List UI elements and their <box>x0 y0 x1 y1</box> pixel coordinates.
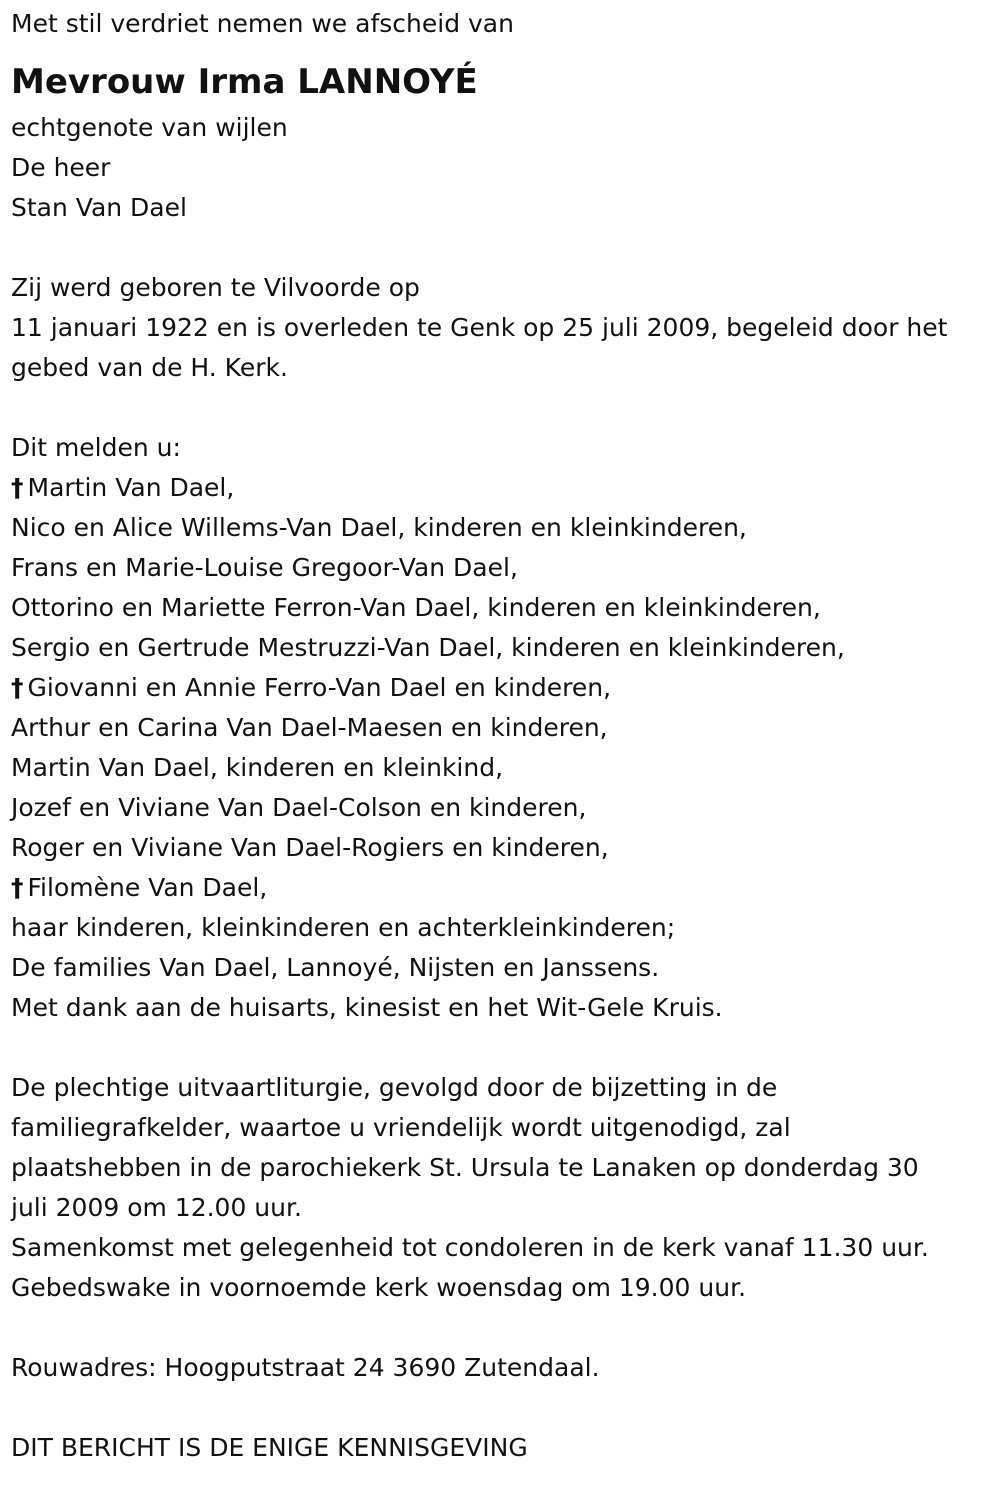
intro-text: Met stil verdriet nemen we afscheid van <box>11 9 514 38</box>
funeral-line: plaatshebben in de parochiekerk St. Ursula te Lanaken op donderdag 30 <box>11 1153 919 1182</box>
announcer-text: Sergio en Gertrude Mestruzzi-Van Dael, kinderen en kleinkinderen, <box>11 633 845 662</box>
announcer-text: Frans en Marie-Louise Gregoor-Van Dael, <box>11 553 518 582</box>
announcer-text: Martin Van Dael, <box>27 473 235 502</box>
birth-death-block <box>11 268 991 388</box>
announcer-line <box>11 628 991 668</box>
announcer-text: Martin Van Dael, kinderen en kleinkind, <box>11 753 504 782</box>
announcer-line <box>11 828 991 868</box>
cross-icon: † <box>11 473 24 502</box>
announcer-text: Ottorino en Mariette Ferron-Van Dael, kinderen en kleinkinderen, <box>11 593 821 622</box>
birth-death-line: Zij werd geboren te Vilvoorde op <box>11 273 420 302</box>
announcer-line <box>11 788 991 828</box>
announcer-text: De families Van Dael, Lannoyé, Nijsten en Janssens. <box>11 953 660 982</box>
announcer-text: Jozef en Viviane Van Dael-Colson en kinderen, <box>11 793 587 822</box>
announcer-line <box>11 548 991 588</box>
announcer-text: Filomène Van Dael, <box>27 873 268 902</box>
announcer-line <box>11 708 991 748</box>
spouse-block <box>11 108 991 228</box>
birth-death-line: 11 januari 1922 en is overleden te Genk op 25 juli 2009, begeleid door het <box>11 313 948 342</box>
announcer-text: haar kinderen, kleinkinderen en achterkleinkinderen; <box>11 913 676 942</box>
mourning-address: Rouwadres: Hoogputstraat 24 3690 Zutendaal. <box>11 1353 600 1382</box>
obituary-notice <box>11 4 991 1468</box>
announcer-line <box>11 668 991 708</box>
announcer-text: Arthur en Carina Van Dael-Maesen en kinderen, <box>11 713 608 742</box>
announcer-line <box>11 868 991 908</box>
announcer-line <box>11 468 991 508</box>
notice-text: DIT BERICHT IS DE ENIGE KENNISGEVING <box>11 1433 528 1462</box>
announcer-line <box>11 908 991 948</box>
funeral-line: De plechtige uitvaartliturgie, gevolgd door de bijzetting in de <box>11 1073 778 1102</box>
birth-death-line: gebed van de H. Kerk. <box>11 353 288 382</box>
cross-icon: † <box>11 673 24 702</box>
deceased-name: Mevrouw Irma LANNOYÉ <box>11 62 478 102</box>
announcers-list <box>11 468 991 1028</box>
announcer-line <box>11 588 991 628</box>
announcer-text: Met dank aan de huisarts, kinesist en het Wit-Gele Kruis. <box>11 993 723 1022</box>
funeral-line: Samenkomst met gelegenheid tot condoleren in de kerk vanaf 11.30 uur. <box>11 1233 929 1262</box>
funeral-block <box>11 1068 991 1308</box>
announcer-line <box>11 748 991 788</box>
spouse-line: Stan Van Dael <box>11 193 187 222</box>
spouse-line: echtgenote van wijlen <box>11 113 288 142</box>
announcers-intro: Dit melden u: <box>11 433 181 462</box>
announcer-line <box>11 948 991 988</box>
cross-icon: † <box>11 873 24 902</box>
announcer-line <box>11 988 991 1028</box>
announcer-text: Giovanni en Annie Ferro-Van Dael en kinderen, <box>27 673 612 702</box>
funeral-line: familiegrafkelder, waartoe u vriendelijk wordt uitgenodigd, zal <box>11 1113 791 1142</box>
announcer-text: Roger en Viviane Van Dael-Rogiers en kinderen, <box>11 833 609 862</box>
funeral-line: Gebedswake in voornoemde kerk woensdag om 19.00 uur. <box>11 1273 747 1302</box>
announcer-line <box>11 508 991 548</box>
spouse-line: De heer <box>11 153 111 182</box>
announcer-text: Nico en Alice Willems-Van Dael, kinderen en kleinkinderen, <box>11 513 747 542</box>
funeral-line: juli 2009 om 12.00 uur. <box>11 1193 302 1222</box>
